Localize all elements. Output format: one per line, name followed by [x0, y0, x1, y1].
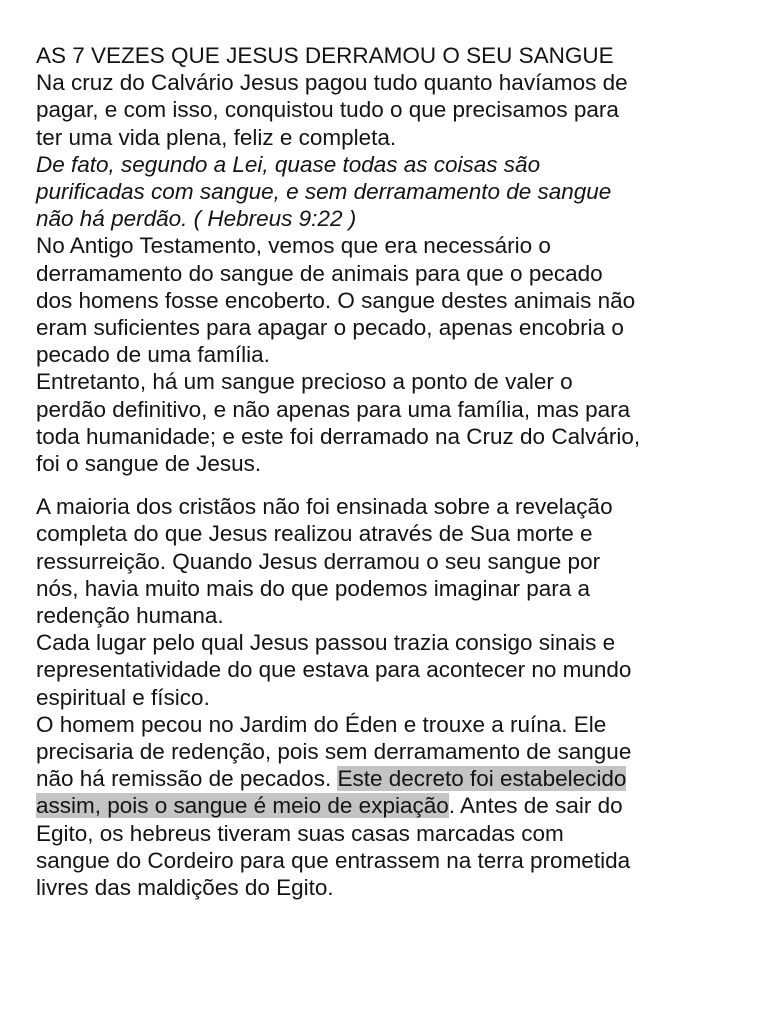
text-line: A maioria dos cristãos não foi ensinada sobre a revelação: [36, 494, 613, 520]
highlighted-text[interactable]: Este decreto foi estabelecido: [337, 766, 627, 792]
paragraph-precious-blood: [36, 368, 736, 477]
title-line: AS 7 VEZES QUE JESUS DERRAMOU O SEU SANGUE: [36, 43, 614, 68]
scripture-quote: [36, 151, 736, 233]
text-line-with-highlight: [36, 792, 736, 819]
quote-line: purificadas com sangue, e sem derramamento de sangue: [36, 179, 612, 205]
text-line: Entretanto, há um sangue precioso a ponto de valer o: [36, 369, 573, 395]
paragraph-places: [36, 629, 736, 711]
text-line: dos homens fosse encoberto. O sangue destes animais não: [36, 287, 636, 313]
text-line-with-highlight: [36, 765, 736, 792]
text-line: Na cruz do Calvário Jesus pagou tudo quanto havíamos de: [36, 70, 628, 96]
text-line: O homem pecou no Jardim do Éden e trouxe a ruína. Ele: [36, 711, 607, 737]
text-line: Egito, os hebreus tiveram suas casas marcadas com: [36, 820, 564, 846]
text-line: ressurreição. Quando Jesus derramou o seu sangue por: [36, 548, 601, 574]
text-line: livres das maldições do Egito.: [36, 875, 334, 901]
text-segment: . Antes de sair do: [448, 793, 623, 819]
text-line: sangue do Cordeiro para que entrassem na terra prometida: [36, 847, 631, 873]
text-line: No Antigo Testamento, vemos que era necessário o: [36, 233, 551, 259]
text-line: perdão definitivo, e não apenas para uma família, mas para: [36, 396, 631, 422]
text-line: precisaria de redenção, pois sem derramamento de sangue: [36, 739, 632, 765]
highlighted-text[interactable]: assim, pois o sangue é meio de expiação: [36, 793, 449, 819]
paragraph-christians: [36, 493, 736, 629]
paragraph-intro: [36, 69, 736, 151]
text-line: representatividade do que estava para acontecer no mundo: [36, 657, 632, 683]
text-line: ter uma vida plena, feliz e completa.: [36, 124, 397, 150]
text-line: pecado de uma família.: [36, 342, 270, 368]
quote-line: não há perdão. ( Hebreus 9:22 ): [36, 206, 357, 232]
paragraph-eden: [36, 711, 736, 901]
text-line: pagar, e com isso, conquistou tudo o que precisamos para: [36, 97, 619, 123]
text-line: redenção humana.: [36, 603, 224, 629]
text-line: eram suficientes para apagar o pecado, apenas encobria o: [36, 315, 624, 341]
document-page: [36, 42, 736, 901]
text-line: espiritual e físico.: [36, 684, 210, 710]
document-title: [36, 42, 736, 69]
text-line: nós, havia muito mais do que podemos imaginar para a: [36, 575, 591, 601]
quote-line: De fato, segundo a Lei, quase todas as coisas são: [36, 151, 541, 177]
text-line: completa do que Jesus realizou através de Sua morte e: [36, 521, 593, 547]
text-segment: não há remissão de pecados.: [36, 766, 338, 792]
paragraph-gap: [36, 477, 736, 493]
text-line: foi o sangue de Jesus.: [36, 451, 262, 477]
paragraph-old-testament: [36, 232, 736, 368]
text-line: Cada lugar pelo qual Jesus passou trazia consigo sinais e: [36, 630, 616, 656]
text-line: toda humanidade; e este foi derramado na Cruz do Calvário,: [36, 423, 641, 449]
text-line: derramamento do sangue de animais para que o pecado: [36, 260, 603, 286]
